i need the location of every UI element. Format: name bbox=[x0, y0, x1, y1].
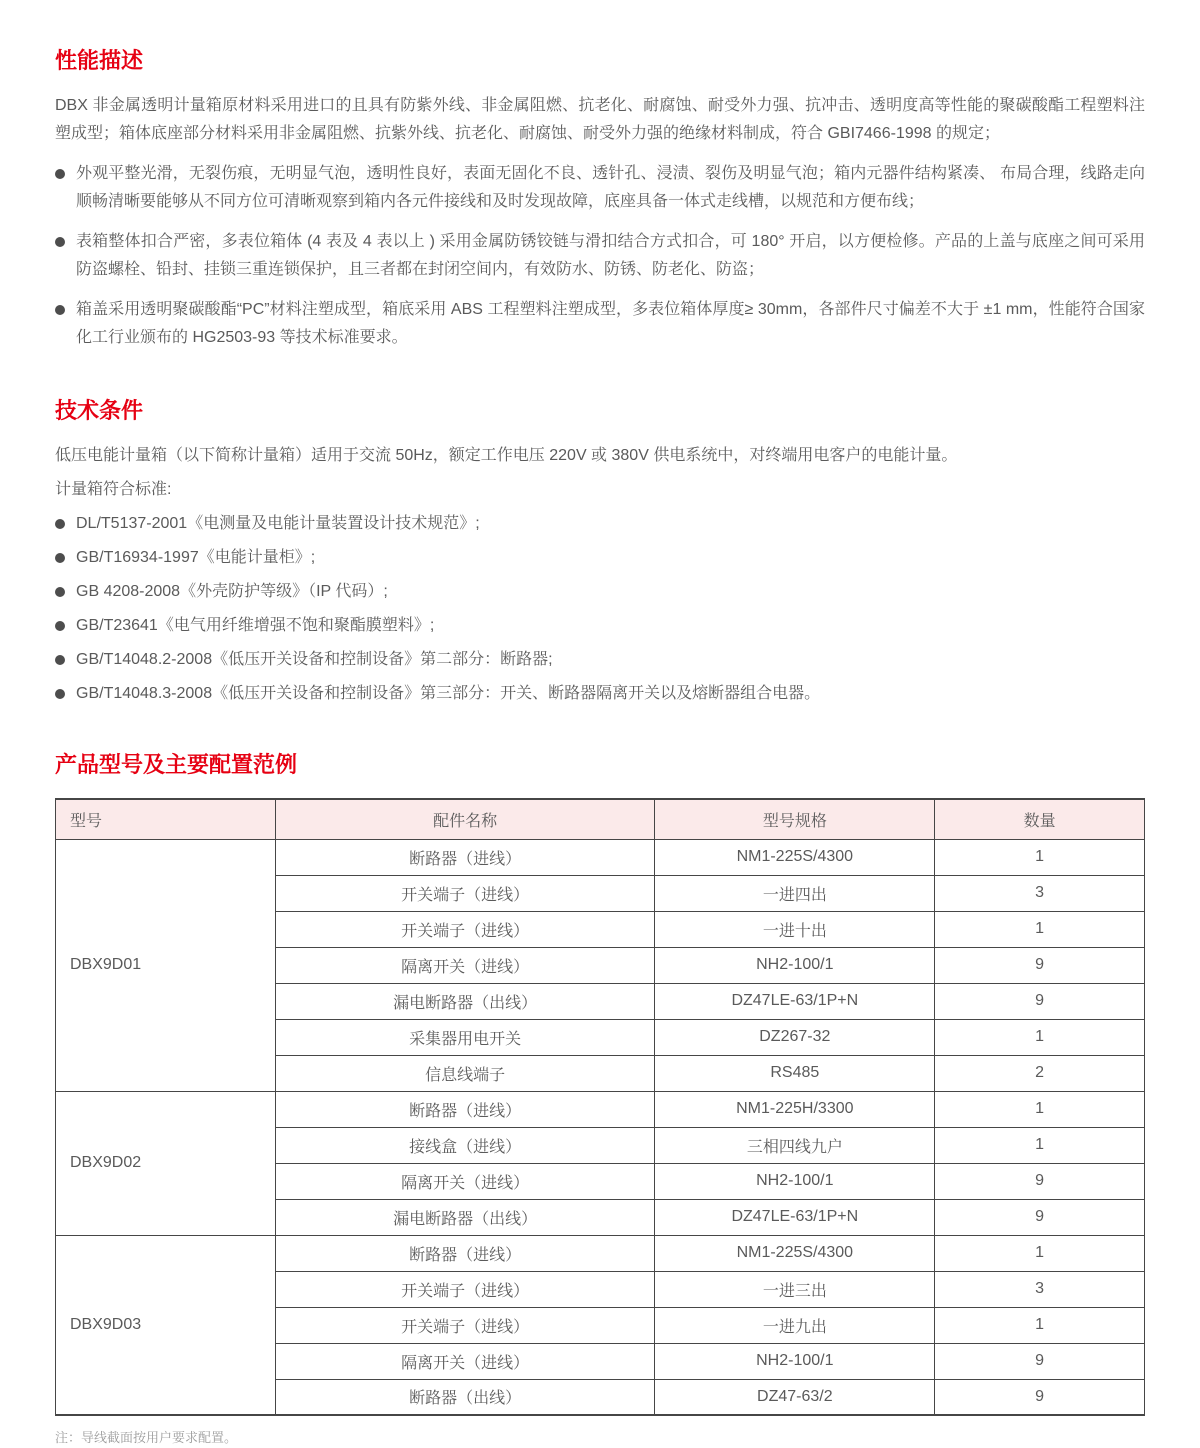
part-name-cell: 漏电断路器（出线） bbox=[275, 1199, 655, 1235]
qty-cell: 9 bbox=[935, 947, 1145, 983]
part-name-cell: 开关端子（进线） bbox=[275, 1307, 655, 1343]
spec-cell: NM1-225S/4300 bbox=[655, 1235, 935, 1271]
bullet-text: GB/T14048.3-2008《低压开关设备和控制设备》第三部分：开关、断路器隔离开关以及熔断器组合电器。 bbox=[76, 685, 821, 702]
model-cell: DBX9D03 bbox=[56, 1235, 276, 1415]
table-row bbox=[56, 839, 1145, 875]
column-header: 数量 bbox=[935, 799, 1145, 839]
part-name-cell: 漏电断路器（出线） bbox=[275, 983, 655, 1019]
bullet-item bbox=[55, 680, 1145, 708]
bullet-dot-icon bbox=[55, 689, 65, 699]
performance-title: 性能描述 bbox=[55, 48, 144, 73]
qty-cell: 9 bbox=[935, 983, 1145, 1019]
column-header: 型号 bbox=[56, 799, 276, 839]
table-row bbox=[56, 1235, 1145, 1271]
spec-cell: 一进九出 bbox=[655, 1307, 935, 1343]
qty-cell: 9 bbox=[935, 1199, 1145, 1235]
bullet-dot-icon bbox=[55, 519, 65, 529]
spec-cell: NH2-100/1 bbox=[655, 947, 935, 983]
bullet-text: GB/T14048.2-2008《低压开关设备和控制设备》第二部分：断路器; bbox=[76, 651, 553, 668]
bullet-item bbox=[55, 296, 1145, 352]
bullet-text: 外观平整光滑，无裂伤痕，无明显气泡，透明性良好，表面无固化不良、透针孔、浸渍、裂伤及明显气泡；箱内元器件结构紧凑、 布局合理，线路走向顺畅清晰要能够从不同方位可清晰观察到箱内各元件接线和及时发现故障，底座具备一体式走线槽，以规范和方便布线； bbox=[76, 165, 1145, 210]
qty-cell: 9 bbox=[935, 1163, 1145, 1199]
spec-cell: NM1-225S/4300 bbox=[655, 839, 935, 875]
part-name-cell: 接线盒（进线） bbox=[275, 1127, 655, 1163]
bullet-dot-icon bbox=[55, 621, 65, 631]
part-name-cell: 断路器（进线） bbox=[275, 1091, 655, 1127]
models-title: 产品型号及主要配置范例 bbox=[55, 752, 298, 777]
bullet-text: 箱盖采用透明聚碳酸酯“PC”材料注塑成型，箱底采用 ABS 工程塑料注塑成型，多表位箱体厚度≥ 30mm，各部件尺寸偏差不大于 ±1 mm，性能符合国家化工行业颁布的 HG2503-93 等技术标准要求。 bbox=[76, 301, 1145, 346]
bullet-item bbox=[55, 228, 1145, 284]
qty-cell: 1 bbox=[935, 1235, 1145, 1271]
part-name-cell: 开关端子（进线） bbox=[275, 875, 655, 911]
spec-cell: DZ47-63/2 bbox=[655, 1379, 935, 1415]
qty-cell: 1 bbox=[935, 1091, 1145, 1127]
bullet-text: GB/T16934-1997《电能计量柜》; bbox=[76, 549, 316, 566]
bullet-dot-icon bbox=[55, 553, 65, 563]
spec-cell: 三相四线九户 bbox=[655, 1127, 935, 1163]
qty-cell: 1 bbox=[935, 1019, 1145, 1055]
spec-cell: NM1-225H/3300 bbox=[655, 1091, 935, 1127]
bullet-text: DL/T5137-2001《电测量及电能计量装置设计技术规范》; bbox=[76, 515, 480, 532]
performance-intro: DBX 非金属透明计量箱原材料采用进口的且具有防紫外线、非金属阻燃、抗老化、耐腐蚀、耐受外力强、抗冲击、透明度高等性能的聚碳酸酯工程塑料注塑成型；箱体底座部分材料采用非金属阻燃、抗紫外线、抗老化、耐腐蚀、耐受外力强的绝缘材料制成，符合 GBI7466-1998 的规定； bbox=[55, 97, 1145, 142]
column-header: 配件名称 bbox=[275, 799, 655, 839]
column-header: 型号规格 bbox=[655, 799, 935, 839]
config-table bbox=[55, 798, 1145, 1416]
qty-cell: 1 bbox=[935, 839, 1145, 875]
spec-cell: DZ47LE-63/1P+N bbox=[655, 1199, 935, 1235]
bullet-dot-icon bbox=[55, 655, 65, 665]
qty-cell: 1 bbox=[935, 911, 1145, 947]
part-name-cell: 隔离开关（进线） bbox=[275, 947, 655, 983]
part-name-cell: 采集器用电开关 bbox=[275, 1019, 655, 1055]
spec-cell: 一进四出 bbox=[655, 875, 935, 911]
table-row bbox=[56, 1091, 1145, 1127]
bullet-item bbox=[55, 160, 1145, 216]
part-name-cell: 信息线端子 bbox=[275, 1055, 655, 1091]
section-performance bbox=[55, 46, 1145, 352]
bullet-item bbox=[55, 612, 1145, 640]
part-name-cell: 断路器（进线） bbox=[275, 1235, 655, 1271]
bullet-dot-icon bbox=[55, 305, 65, 315]
qty-cell: 3 bbox=[935, 875, 1145, 911]
config-table-header-row bbox=[56, 799, 1145, 839]
part-name-cell: 隔离开关（进线） bbox=[275, 1163, 655, 1199]
part-name-cell: 断路器（出线） bbox=[275, 1379, 655, 1415]
bullet-dot-icon bbox=[55, 587, 65, 597]
bullet-dot-icon bbox=[55, 169, 65, 179]
section-models bbox=[55, 750, 1145, 1448]
section-technical bbox=[55, 396, 1145, 708]
spec-cell: DZ47LE-63/1P+N bbox=[655, 983, 935, 1019]
qty-cell: 2 bbox=[935, 1055, 1145, 1091]
part-name-cell: 断路器（进线） bbox=[275, 839, 655, 875]
spec-cell: DZ267-32 bbox=[655, 1019, 935, 1055]
qty-cell: 9 bbox=[935, 1379, 1145, 1415]
qty-cell: 1 bbox=[935, 1307, 1145, 1343]
spec-cell: 一进三出 bbox=[655, 1271, 935, 1307]
performance-bullets bbox=[55, 160, 1145, 352]
technical-intro: 低压电能计量箱（以下简称计量箱）适用于交流 50Hz，额定工作电压 220V 或 380V 供电系统中，对终端用电客户的电能计量。 bbox=[55, 447, 958, 464]
spec-cell: NH2-100/1 bbox=[655, 1163, 935, 1199]
standards-label: 计量箱符合标准: bbox=[55, 481, 172, 498]
part-name-cell: 开关端子（进线） bbox=[275, 1271, 655, 1307]
qty-cell: 3 bbox=[935, 1271, 1145, 1307]
qty-cell: 1 bbox=[935, 1127, 1145, 1163]
bullet-item bbox=[55, 510, 1145, 538]
part-name-cell: 隔离开关（进线） bbox=[275, 1343, 655, 1379]
bullet-text: GB/T23641《电气用纤维增强不饱和聚酯膜塑料》; bbox=[76, 617, 435, 634]
spec-cell: NH2-100/1 bbox=[655, 1343, 935, 1379]
model-cell: DBX9D02 bbox=[56, 1091, 276, 1235]
model-cell: DBX9D01 bbox=[56, 839, 276, 1091]
qty-cell: 9 bbox=[935, 1343, 1145, 1379]
config-table-body bbox=[56, 839, 1145, 1415]
bullet-item bbox=[55, 646, 1145, 674]
bullet-dot-icon bbox=[55, 237, 65, 247]
standards-list bbox=[55, 510, 1145, 708]
spec-cell: 一进十出 bbox=[655, 911, 935, 947]
bullet-text: 表箱整体扣合严密，多表位箱体 (4 表及 4 表以上 ) 采用金属防锈铰链与滑扣结合方式扣合，可 180° 开启，以方便检修。产品的上盖与底座之间可采用防盗螺栓、铅封、挂锁三重连锁保护，且三者都在封闭空间内，有效防水、防锈、防老化、防盗； bbox=[76, 233, 1145, 278]
technical-title: 技术条件 bbox=[55, 398, 144, 423]
bullet-text: GB 4208-2008《外壳防护等级》（IP 代码）; bbox=[76, 583, 388, 600]
spec-cell: RS485 bbox=[655, 1055, 935, 1091]
bullet-item bbox=[55, 544, 1145, 572]
table-footnote: 注：导线截面按用户要求配置。 bbox=[55, 1430, 238, 1445]
part-name-cell: 开关端子（进线） bbox=[275, 911, 655, 947]
bullet-item bbox=[55, 578, 1145, 606]
